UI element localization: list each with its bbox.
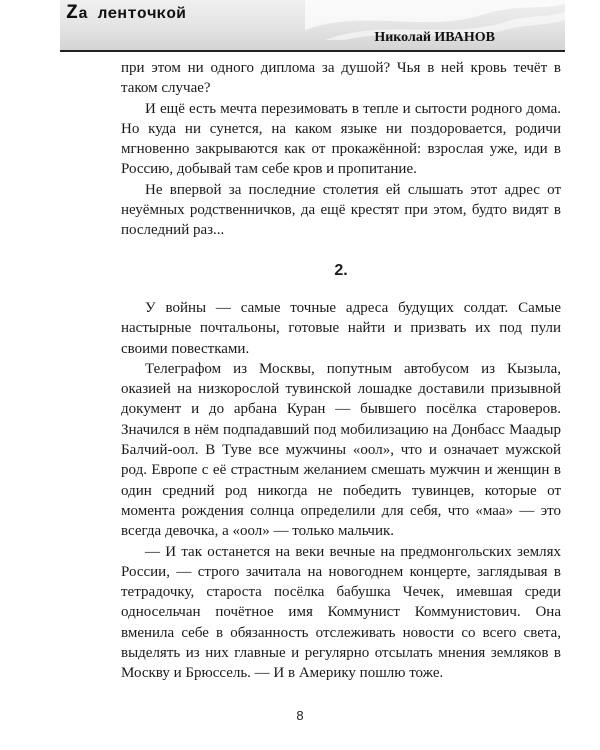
page-number: 8 [296,708,304,723]
running-header [60,0,565,50]
paragraph: Телеграфом из Москвы, попутным автобусом из Кызыла, оказией на низкорослой тувинской лошадке доставили призывной документ и до арбана Куран — бывшего посёлка староверов. Значился в нём подпадавший под мобилизацию на Донбасс Маадыр Балчий-оол. В Туве все мужчины «оол», что и означает мужской род. Европе с её страстным желанием смешать мужчин и женщин в один средний род никогда не победить тувинцев, которые от момента рождения солнца определили для себя, что «маа» — это всегда девочка, а «оол» — только мальчик. [121,360,561,540]
page-text [121,58,561,684]
series-title [66,2,186,25]
series-title-initial: Z [66,2,79,25]
series-title-rest: а ленточкой [78,5,187,23]
chapter-heading: 2. [334,261,348,279]
paragraph: — И так останется на веки вечные на предмонгольских землях России, — строго зачитала на новогоднем концерте, заглядывая в тетрадочку, староста посёлка бабушка Чечек, имевшая среди односельчан почётное имя Коммунист Коммунистович. Она вменила себе в обязанность отслеживать новости со всего света, выделять из них главные и регулярно отсылать мнения земляков в Москву и Брюссель. — И в Америку пошлю тоже. [121,543,561,682]
paragraph: У войны — самые точные адреса будущих солдат. Самые настырные почтальоны, готовые найти и призвать их под пули своими повестками. [121,299,561,357]
header-rule [60,50,565,52]
paragraph: И ещё есть мечта перезимовать в тепле и сытости родного дома. Но куда ни сунется, на каком языке ни поздоровается, родичи мгновенно закрываются как от прокажённой: взрослая уже, иди в Россию, добывай там себе кров и пропитание. [121,100,561,178]
paragraph: при этом ни одного диплома за душой? Чья в ней кровь течёт в таком случае? [121,60,561,97]
paragraph: Не впервой за последние столетия ей слышать этот адрес от неуёмных родственничков, да ещё крестят при этом, будто видят в последний раз... [121,181,561,239]
author-name: Николай ИВАНОВ [374,30,495,45]
